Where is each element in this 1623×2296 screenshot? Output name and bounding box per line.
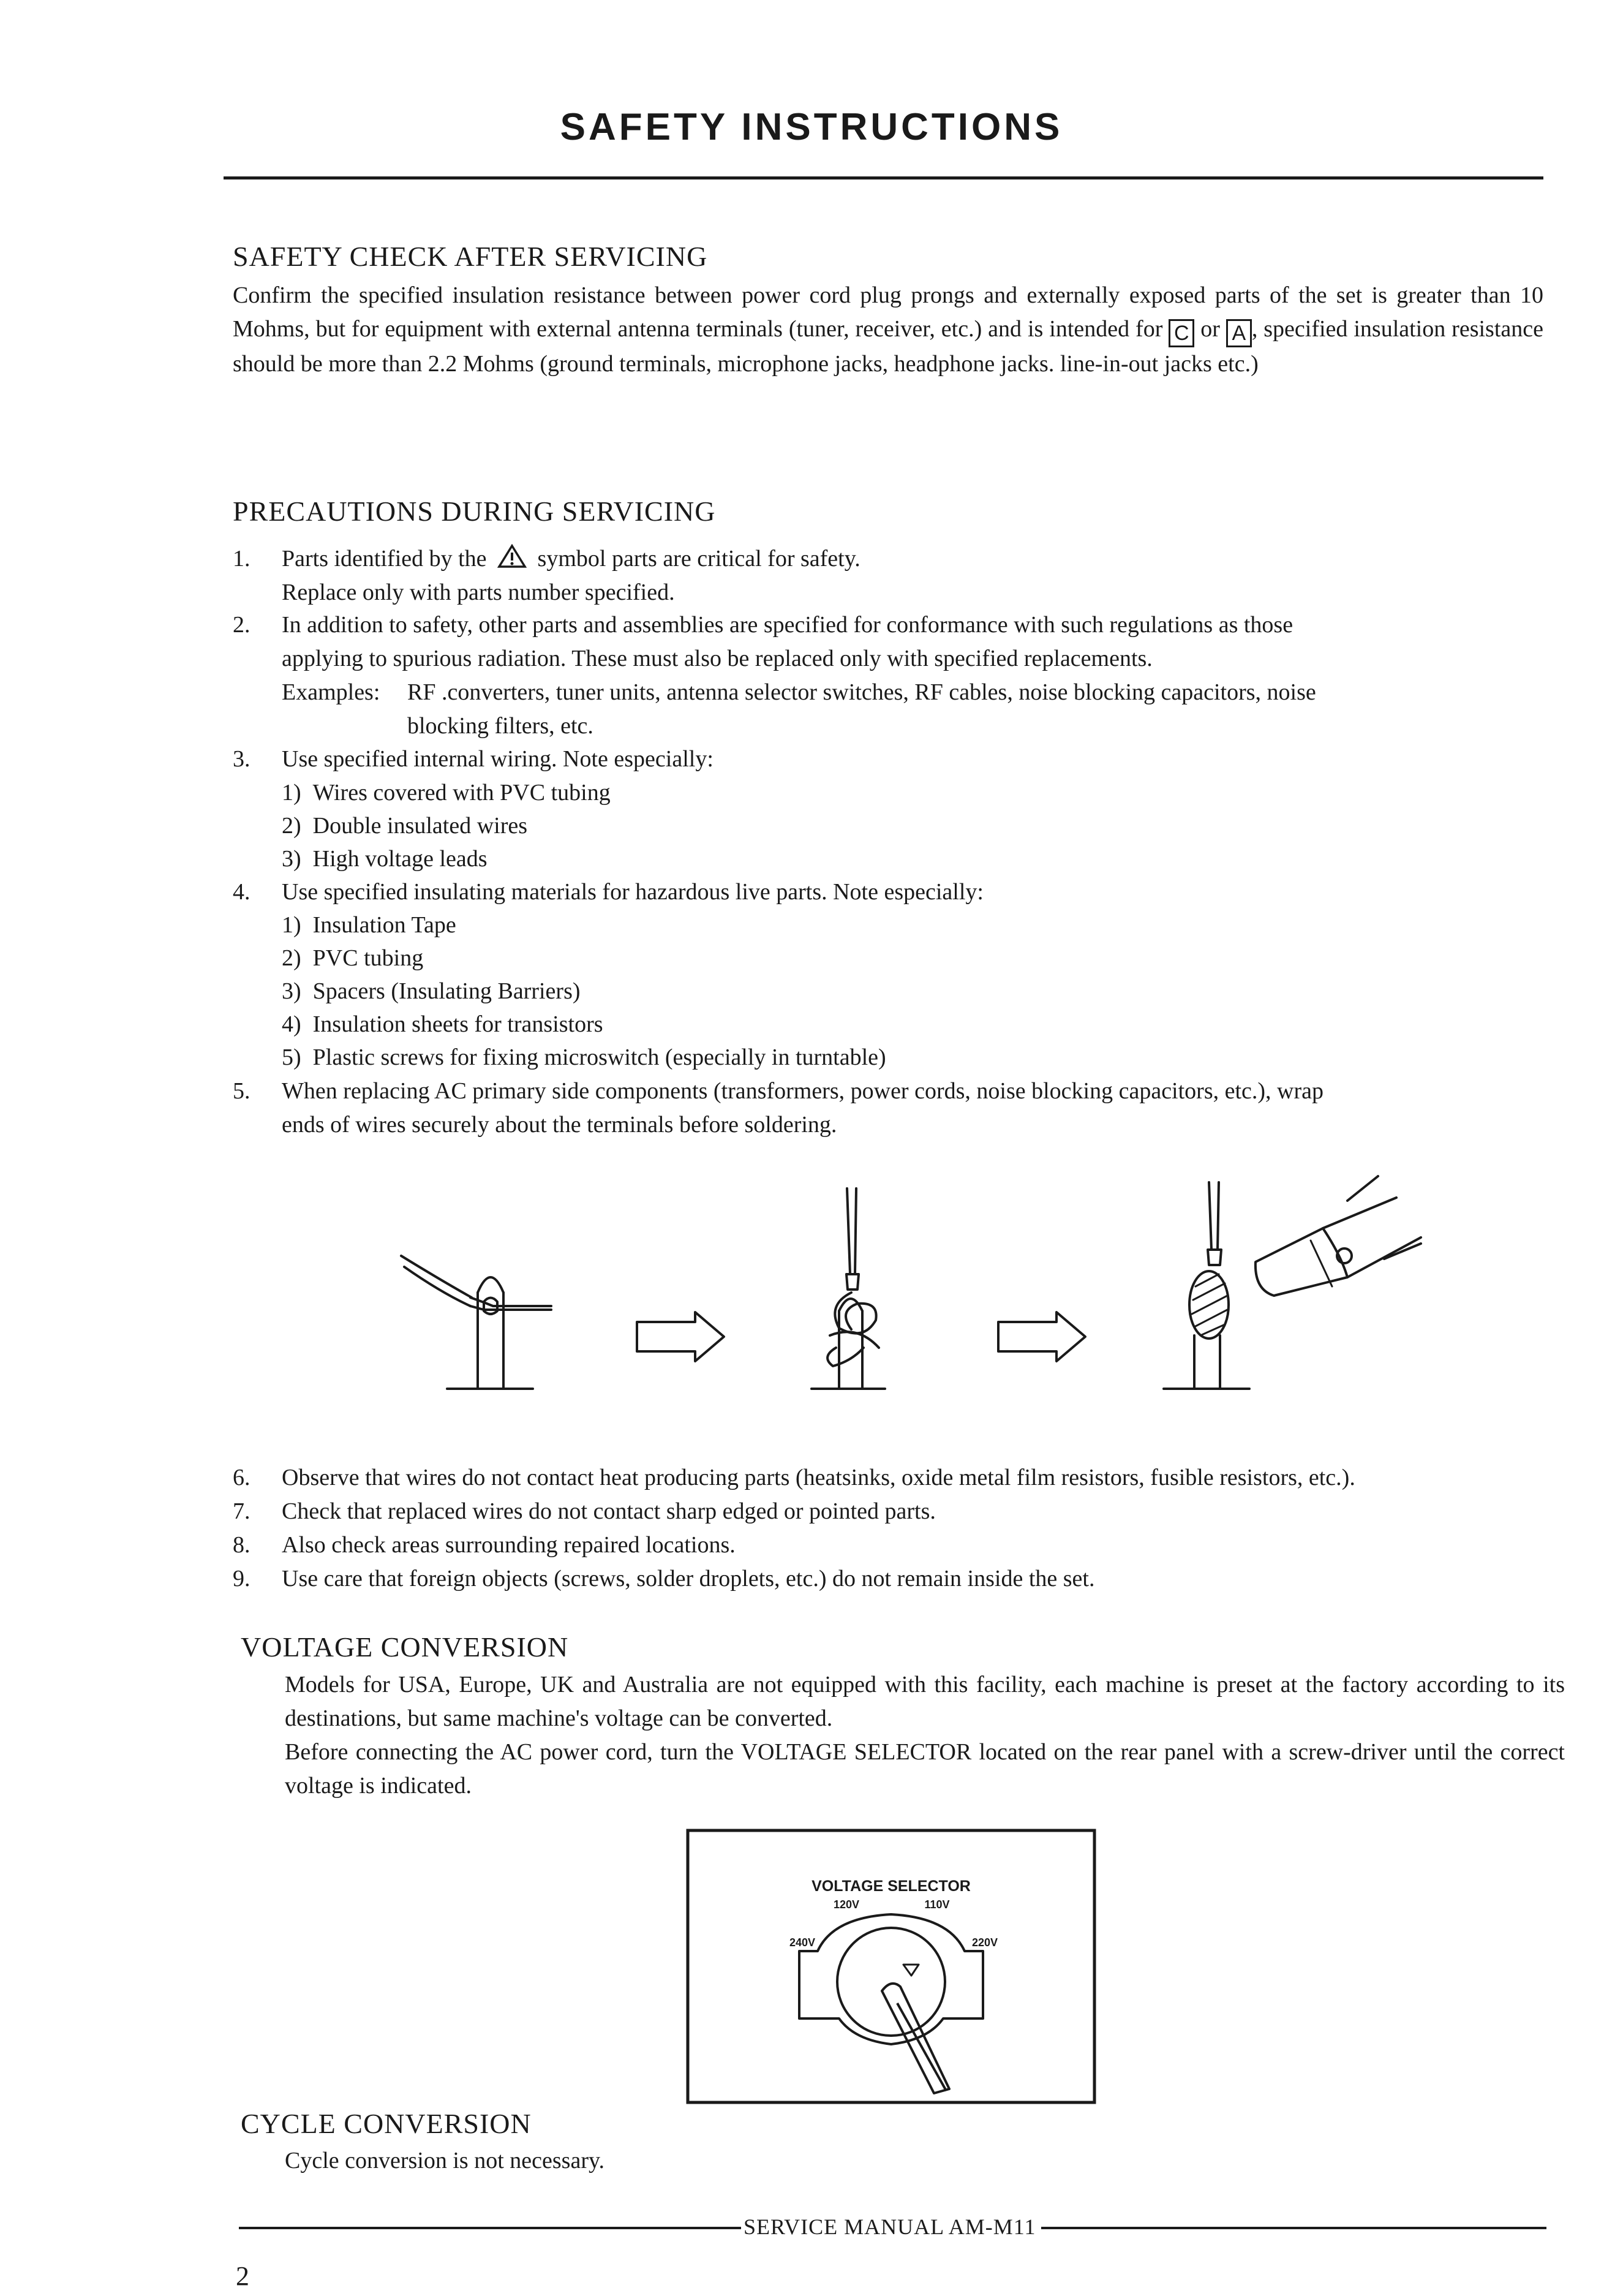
sub-text: Insulation sheets for transistors xyxy=(312,1011,603,1037)
item-number: 8. xyxy=(233,1532,250,1558)
item-number: 7. xyxy=(233,1498,250,1524)
item-number: 1. xyxy=(233,546,250,572)
list-item-5 xyxy=(233,1074,1543,1142)
item4-line1: Use specified insulating materials for hazardous live parts. Note especially: xyxy=(282,879,984,905)
item-number: 5. xyxy=(233,1078,250,1104)
item5-line2: ends of wires securely about the terminals before soldering. xyxy=(282,1112,837,1138)
sub-number: 1) xyxy=(282,912,301,938)
item-text: Also check areas surrounding repaired locations. xyxy=(282,1532,736,1558)
arrow-right-icon xyxy=(637,1312,724,1361)
sub-item xyxy=(282,842,488,876)
voltage-conversion-heading: VOLTAGE CONVERSION xyxy=(241,1631,569,1663)
or-text: or xyxy=(1200,316,1220,342)
item-number: 6. xyxy=(233,1465,250,1490)
item5-line1: When replacing AC primary side components (transformers, power cords, noise blocking capacitors, etc.), wrap xyxy=(282,1078,1324,1104)
wiring-procedure-diagram xyxy=(367,1164,1445,1409)
list-item-1 xyxy=(233,542,1543,610)
item-text: Observe that wires do not contact heat producing parts (heatsinks, oxide metal film resistors, fusible resistors, etc.). xyxy=(282,1465,1355,1490)
voltage-selector-diagram xyxy=(686,1829,1096,2104)
class-c-box: C xyxy=(1169,319,1194,347)
voltage-paragraph-1: Models for USA, Europe, UK and Australia are not equipped with this facility, each machine is preset at the factory according to its destinations, but same machine's voltage can be converted. xyxy=(285,1672,1565,1731)
sub-number: 2) xyxy=(282,945,301,971)
item1-line2: Replace only with parts number specified. xyxy=(282,580,675,605)
voltage-110v-label: 110V xyxy=(924,1898,950,1911)
terminal-wrapped-icon xyxy=(812,1188,885,1389)
sub-item xyxy=(282,809,527,843)
footer-rule-right xyxy=(1041,2227,1546,2229)
sub-item xyxy=(282,942,423,975)
footer-text: SERVICE MANUAL AM-M11 xyxy=(744,2215,1036,2239)
item-number: 4. xyxy=(233,879,250,905)
sub-text: Spacers (Insulating Barriers) xyxy=(312,978,581,1004)
item2-examples-line1: RF .converters, tuner units, antenna selector switches, RF cables, noise blocking capacitors, noise xyxy=(407,679,1316,705)
safety-check-text-b: , specified insulation resistance should be more than 2.2 Mohms (ground terminals, microphone jacks, headphone jacks. line-in-out jacks etc.) xyxy=(233,316,1543,377)
sub-item xyxy=(282,1041,886,1074)
sub-number: 4) xyxy=(282,1011,301,1037)
item-number: 3. xyxy=(233,746,250,772)
sub-text: Wires covered with PVC tubing xyxy=(312,780,611,806)
footer-rule-left xyxy=(239,2227,741,2229)
item1-text-b: symbol parts are critical for safety. xyxy=(537,546,860,572)
sub-text: High voltage leads xyxy=(312,846,488,872)
precautions-heading: PRECAUTIONS DURING SERVICING xyxy=(233,496,716,527)
item-number: 9. xyxy=(233,1566,250,1592)
item1-line1 xyxy=(282,542,860,576)
class-a-box: A xyxy=(1226,319,1252,347)
item-text: Check that replaced wires do not contact sharp edged or pointed parts. xyxy=(282,1498,936,1524)
title-rule xyxy=(224,176,1543,179)
terminal-soldered-icon xyxy=(1164,1176,1421,1389)
item3-line1: Use specified internal wiring. Note especially: xyxy=(282,746,714,772)
sub-text: Plastic screws for fixing microswitch (especially in turntable) xyxy=(312,1044,886,1070)
voltage-220v-label: 220V xyxy=(971,1936,998,1949)
terminal-unwrapped-icon xyxy=(401,1256,551,1389)
sub-item xyxy=(282,776,611,810)
list-item-2 xyxy=(233,608,1543,743)
safety-check-heading: SAFETY CHECK AFTER SERVICING xyxy=(233,241,708,272)
safety-check-paragraph xyxy=(233,279,1543,381)
warning-triangle-icon xyxy=(497,544,527,568)
sub-number: 1) xyxy=(282,780,301,806)
sub-text: Double insulated wires xyxy=(312,813,528,839)
item2-line2: applying to spurious radiation. These must also be replaced only with specified replacements. xyxy=(282,646,1153,671)
page-number: 2 xyxy=(236,2261,249,2291)
voltage-120v-label: 120V xyxy=(833,1898,860,1911)
sub-item xyxy=(282,975,581,1008)
page-title: SAFETY INSTRUCTIONS xyxy=(560,106,1063,148)
item-number: 2. xyxy=(233,612,250,638)
item2-examples-line2: blocking filters, etc. xyxy=(407,713,593,739)
sub-number: 3) xyxy=(282,846,301,872)
sub-item xyxy=(282,908,456,942)
sub-text: PVC tubing xyxy=(312,945,424,971)
item2-line1: In addition to safety, other parts and assemblies are specified for conformance with such regulations as those xyxy=(282,612,1294,638)
sub-number: 3) xyxy=(282,978,301,1004)
cycle-conversion-heading: CYCLE CONVERSION xyxy=(241,2108,532,2139)
arrow-right-icon xyxy=(998,1312,1085,1361)
sub-text: Insulation Tape xyxy=(312,912,456,938)
voltage-240v-label: 240V xyxy=(789,1936,816,1949)
sub-number: 2) xyxy=(282,813,301,839)
item2-examples-label: Examples: xyxy=(282,679,380,705)
cycle-conversion-text: Cycle conversion is not necessary. xyxy=(285,2148,604,2173)
item-text: Use care that foreign objects (screws, solder droplets, etc.) do not remain inside the set. xyxy=(282,1566,1095,1592)
voltage-selector-label: VOLTAGE SELECTOR xyxy=(812,1878,971,1895)
sub-number: 5) xyxy=(282,1044,301,1070)
item1-text-a: Parts identified by the xyxy=(282,546,487,572)
sub-item xyxy=(282,1008,603,1041)
safety-check-text-a: Confirm the specified insulation resistance between power cord plug prongs and externally exposed parts of the set is greater than 10 Mohms, but for equipment with external antenna terminals (tuner, receiver, etc.) and is intended for xyxy=(233,282,1543,342)
voltage-paragraph-2: Before connecting the AC power cord, turn the VOLTAGE SELECTOR located on the rear panel with a screw-driver until the correct voltage is indicated. xyxy=(285,1739,1565,1799)
